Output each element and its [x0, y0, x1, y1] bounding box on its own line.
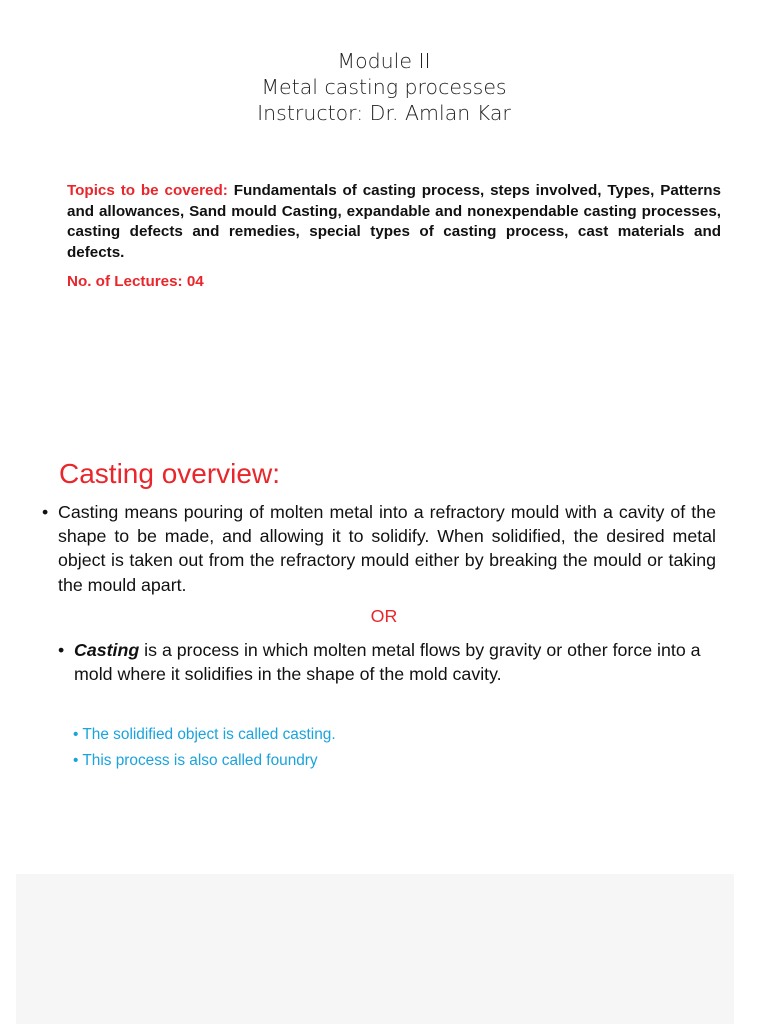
section-heading: Casting overview:	[59, 458, 280, 489]
topics-text: Fundamentals of casting process, steps involved, Types, Patterns and allowances, Sand mould Casting, expandable and nonexpendable casting processes, casting defects and remedies, special types of casting process, cast materials and defects.	[67, 182, 721, 261]
bullet-dot: •	[58, 640, 65, 660]
bullet-dot: •	[73, 752, 79, 769]
bullet-dot: •	[73, 726, 79, 743]
list-item	[73, 748, 336, 774]
bullet-dot: •	[42, 502, 49, 522]
sub-bullet-term: Casting	[74, 640, 140, 660]
title-line-2: Metal casting processes	[261, 75, 507, 99]
or-separator: OR	[370, 606, 398, 626]
main-bullet	[42, 500, 716, 597]
topics-paragraph	[67, 181, 721, 263]
next-page-panel	[16, 874, 734, 1024]
list-item	[73, 722, 336, 748]
list-item-text: This process is also called foundry	[82, 752, 318, 769]
sub-bullet	[58, 638, 724, 686]
blue-bullet-list	[73, 722, 336, 774]
title-line-1: Module II	[337, 49, 431, 73]
slide-1	[0, 0, 768, 400]
lectures-count: No. of Lectures: 04	[67, 273, 204, 290]
main-bullet-text: Casting means pouring of molten metal into a refractory mould with a cavity of the shape to be made, and allowing it to solidify. When solidified, the desired metal object is taken out from the refractory mould either by breaking the mould or taking the mould apart.	[58, 502, 716, 595]
title-line-3: Instructor: Dr. Amlan Kar	[257, 101, 511, 125]
topics-label: Topics to be covered:	[67, 182, 228, 199]
list-item-text: The solidified object is called casting.	[82, 726, 336, 743]
sub-bullet-text: is a process in which molten metal flows by gravity or other force into a mold where it solidifies in the shape of the mold cavity.	[74, 640, 701, 685]
slide-title	[0, 48, 768, 126]
